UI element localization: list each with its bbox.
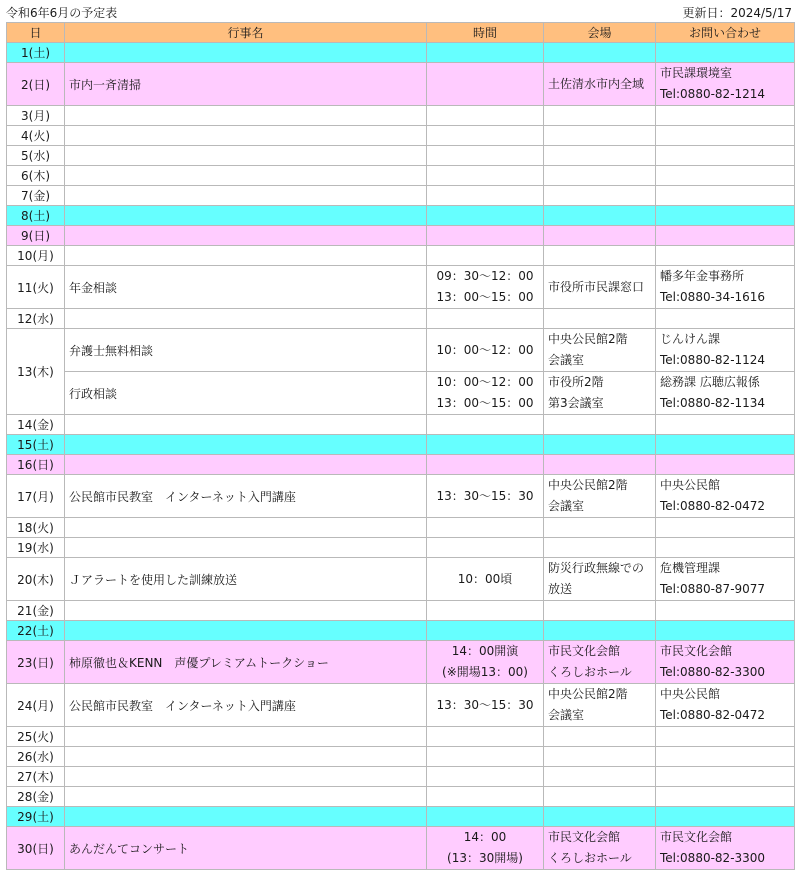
table-row	[7, 435, 795, 455]
contact-cell	[656, 415, 795, 435]
event-cell	[65, 435, 427, 455]
table-row	[7, 827, 795, 870]
event-cell	[65, 727, 427, 747]
event-cell	[65, 518, 427, 538]
event-cell	[65, 601, 427, 621]
contact-cell-line: 危機管理課	[660, 561, 721, 575]
time-cell	[427, 246, 544, 266]
time-cell	[427, 601, 544, 621]
table-row	[7, 226, 795, 246]
day-cell: 4(火)	[7, 126, 65, 146]
contact-cell	[656, 621, 795, 641]
contact-cell	[656, 807, 795, 827]
contact-cell	[656, 684, 795, 727]
venue-cell-line: 会議室	[548, 708, 585, 722]
contact-cell	[656, 538, 795, 558]
table-row	[7, 63, 795, 106]
venue-cell-line: 市民文化会館	[548, 644, 621, 658]
venue-cell	[544, 475, 656, 518]
column-header-time: 時間	[427, 23, 544, 43]
contact-cell	[656, 435, 795, 455]
day-cell: 25(火)	[7, 727, 65, 747]
event-cell: 行政相談	[65, 372, 427, 415]
table-row	[7, 807, 795, 827]
event-cell	[65, 146, 427, 166]
contact-cell	[656, 166, 795, 186]
table-row	[7, 372, 795, 415]
venue-cell-line: 防災行政無線での	[548, 561, 645, 575]
venue-cell	[544, 226, 656, 246]
event-cell: Ｊアラートを使用した訓練放送	[65, 558, 427, 601]
day-cell: 26(水)	[7, 747, 65, 767]
event-cell	[65, 106, 427, 126]
day-cell: 9(日)	[7, 226, 65, 246]
time-cell	[427, 807, 544, 827]
contact-cell-line: Tel:0880-82-3300	[660, 851, 766, 865]
time-cell	[427, 166, 544, 186]
event-cell	[65, 186, 427, 206]
event-cell	[65, 415, 427, 435]
column-header-day: 日	[7, 23, 65, 43]
event-cell	[65, 43, 427, 63]
venue-cell	[544, 63, 656, 106]
schedule-table	[6, 22, 795, 870]
venue-cell	[544, 601, 656, 621]
header-row	[7, 23, 795, 43]
contact-cell	[656, 246, 795, 266]
venue-cell-line: くろしおホール	[548, 665, 632, 679]
event-cell	[65, 309, 427, 329]
contact-cell	[656, 186, 795, 206]
table-row	[7, 747, 795, 767]
venue-cell	[544, 727, 656, 747]
event-cell: 市内一斉清掃	[65, 63, 427, 106]
venue-cell-line: 市役所2階	[548, 375, 604, 389]
event-cell: あんだんてコンサート	[65, 827, 427, 870]
day-cell: 14(金)	[7, 415, 65, 435]
contact-cell	[656, 455, 795, 475]
venue-cell	[544, 126, 656, 146]
time-cell	[427, 63, 544, 106]
time-cell	[427, 146, 544, 166]
contact-cell	[656, 226, 795, 246]
table-row	[7, 601, 795, 621]
contact-cell	[656, 126, 795, 146]
table-row	[7, 641, 795, 684]
table-row	[7, 415, 795, 435]
event-cell	[65, 807, 427, 827]
contact-cell	[656, 641, 795, 684]
page-title: 令和6年6月の予定表	[6, 6, 118, 20]
event-cell	[65, 787, 427, 807]
venue-cell	[544, 309, 656, 329]
venue-cell	[544, 621, 656, 641]
contact-cell	[656, 329, 795, 372]
event-cell	[65, 226, 427, 246]
time-cell	[427, 372, 544, 415]
contact-cell-line: Tel:0880-82-0472	[660, 708, 766, 722]
contact-cell	[656, 43, 795, 63]
event-cell: 弁護士無料相談	[65, 329, 427, 372]
venue-cell	[544, 767, 656, 787]
time-cell	[427, 435, 544, 455]
contact-cell-line: Tel:0880-82-1214	[660, 87, 766, 101]
day-cell: 8(土)	[7, 206, 65, 226]
day-cell: 18(火)	[7, 518, 65, 538]
venue-cell-line: くろしおホール	[548, 851, 632, 865]
event-cell	[65, 206, 427, 226]
contact-cell-line: 中央公民館	[660, 687, 721, 701]
venue-cell	[544, 558, 656, 601]
table-row	[7, 727, 795, 747]
contact-cell	[656, 518, 795, 538]
venue-cell	[544, 684, 656, 727]
event-cell: 年金相談	[65, 266, 427, 309]
time-cell	[427, 309, 544, 329]
venue-cell-line: 市役所市民課窓口	[548, 279, 645, 294]
table-row	[7, 329, 795, 372]
contact-cell	[656, 747, 795, 767]
venue-cell-line: 第3会議室	[548, 396, 604, 410]
time-cell-line: 13：00〜15：00	[436, 290, 534, 304]
venue-cell	[544, 166, 656, 186]
table-row	[7, 166, 795, 186]
table-row	[7, 787, 795, 807]
venue-cell-line: 中央公民館2階	[548, 478, 628, 492]
time-cell-line: 10：00頃	[457, 571, 513, 586]
contact-cell	[656, 206, 795, 226]
venue-cell-line: 土佐清水市内全域	[548, 76, 645, 91]
table-row	[7, 43, 795, 63]
venue-cell	[544, 807, 656, 827]
contact-cell	[656, 63, 795, 106]
time-cell	[427, 106, 544, 126]
venue-cell-line: 中央公民館2階	[548, 332, 628, 346]
contact-cell-line: 総務課 広聴広報係	[660, 375, 760, 389]
table-row	[7, 309, 795, 329]
venue-cell	[544, 538, 656, 558]
time-cell-line: 13：30〜15：30	[436, 488, 534, 503]
table-row	[7, 684, 795, 727]
table-row	[7, 767, 795, 787]
time-cell	[427, 767, 544, 787]
venue-cell	[544, 435, 656, 455]
venue-cell	[544, 641, 656, 684]
event-cell: 公民館市民教室 インターネット入門講座	[65, 475, 427, 518]
day-cell: 2(日)	[7, 63, 65, 106]
column-header-venue: 会場	[544, 23, 656, 43]
venue-cell-line: 会議室	[548, 499, 585, 513]
venue-cell	[544, 455, 656, 475]
event-cell	[65, 126, 427, 146]
time-cell	[427, 186, 544, 206]
time-cell	[427, 206, 544, 226]
time-cell	[427, 621, 544, 641]
day-cell: 6(木)	[7, 166, 65, 186]
event-cell	[65, 538, 427, 558]
table-row	[7, 538, 795, 558]
contact-cell	[656, 106, 795, 126]
table-row	[7, 455, 795, 475]
venue-cell	[544, 415, 656, 435]
contact-cell	[656, 787, 795, 807]
time-cell-line: (※開場13：00)	[442, 665, 528, 679]
venue-cell	[544, 787, 656, 807]
time-cell-line: 13：30〜15：30	[436, 697, 534, 712]
time-cell	[427, 518, 544, 538]
day-cell: 22(土)	[7, 621, 65, 641]
time-cell-line: 09：30〜12：00	[436, 269, 534, 283]
venue-cell	[544, 186, 656, 206]
venue-cell-line: 市民文化会館	[548, 830, 621, 844]
contact-cell-line: 市民文化会館	[660, 644, 733, 658]
table-row	[7, 126, 795, 146]
day-cell: 28(金)	[7, 787, 65, 807]
table-row	[7, 206, 795, 226]
venue-cell	[544, 518, 656, 538]
venue-cell	[544, 106, 656, 126]
venue-cell-line: 放送	[548, 582, 573, 596]
contact-cell-line: 市民文化会館	[660, 830, 733, 844]
contact-cell-line: 幡多年金事務所	[660, 269, 745, 283]
event-cell	[65, 455, 427, 475]
event-cell	[65, 747, 427, 767]
table-row	[7, 246, 795, 266]
contact-cell-line: Tel:0880-82-3300	[660, 665, 766, 679]
venue-cell	[544, 372, 656, 415]
venue-cell	[544, 827, 656, 870]
contact-cell-line: Tel:0880-82-1134	[660, 396, 766, 410]
time-cell	[427, 747, 544, 767]
contact-cell-line: 市民課環境室	[660, 66, 733, 80]
table-row	[7, 475, 795, 518]
updated-date: 更新日：2024/5/17	[682, 6, 792, 20]
contact-cell-line: Tel:0880-82-0472	[660, 499, 766, 513]
day-cell: 30(日)	[7, 827, 65, 870]
event-cell: 公民館市民教室 インターネット入門講座	[65, 684, 427, 727]
table-row	[7, 146, 795, 166]
day-cell: 11(火)	[7, 266, 65, 309]
column-header-event: 行事名	[65, 23, 427, 43]
day-cell: 7(金)	[7, 186, 65, 206]
venue-cell-line: 中央公民館2階	[548, 687, 628, 701]
time-cell-line: (13：30開場)	[447, 851, 523, 865]
day-cell: 10(月)	[7, 246, 65, 266]
contact-cell-line: Tel:0880-87-9077	[660, 582, 766, 596]
venue-cell	[544, 146, 656, 166]
time-cell	[427, 558, 544, 601]
venue-cell-line: 会議室	[548, 353, 585, 367]
time-cell	[427, 266, 544, 309]
contact-cell-line: Tel:0880-34-1616	[660, 290, 766, 304]
contact-cell	[656, 827, 795, 870]
venue-cell	[544, 246, 656, 266]
day-cell: 27(木)	[7, 767, 65, 787]
event-cell: 柿原徹也＆KENN 声優プレミアムトークショー	[65, 641, 427, 684]
time-cell	[427, 455, 544, 475]
time-cell	[427, 126, 544, 146]
day-cell: 20(木)	[7, 558, 65, 601]
table-row	[7, 266, 795, 309]
event-cell	[65, 166, 427, 186]
time-cell	[427, 538, 544, 558]
venue-cell	[544, 206, 656, 226]
contact-cell	[656, 309, 795, 329]
event-cell	[65, 767, 427, 787]
time-cell	[427, 226, 544, 246]
time-cell	[427, 684, 544, 727]
day-cell: 12(水)	[7, 309, 65, 329]
venue-cell	[544, 43, 656, 63]
contact-cell	[656, 372, 795, 415]
contact-cell	[656, 558, 795, 601]
table-row	[7, 558, 795, 601]
day-cell: 19(水)	[7, 538, 65, 558]
time-cell-line: 14：00開演	[451, 644, 519, 658]
day-cell: 5(水)	[7, 146, 65, 166]
day-cell: 29(土)	[7, 807, 65, 827]
contact-cell	[656, 146, 795, 166]
page-header	[0, 0, 800, 22]
contact-cell-line: じんけん課	[660, 332, 721, 346]
contact-cell-line: Tel:0880-82-1124	[660, 353, 766, 367]
day-cell: 16(日)	[7, 455, 65, 475]
time-cell-line: 14：00	[463, 830, 507, 844]
day-cell: 3(月)	[7, 106, 65, 126]
time-cell	[427, 43, 544, 63]
table-row	[7, 518, 795, 538]
event-cell	[65, 621, 427, 641]
time-cell	[427, 727, 544, 747]
table-row	[7, 621, 795, 641]
venue-cell	[544, 329, 656, 372]
event-cell	[65, 246, 427, 266]
time-cell	[427, 329, 544, 372]
time-cell-line: 10：00〜12：00	[436, 375, 534, 389]
day-cell: 15(土)	[7, 435, 65, 455]
venue-cell	[544, 266, 656, 309]
day-cell: 21(金)	[7, 601, 65, 621]
venue-cell	[544, 747, 656, 767]
contact-cell-line: 中央公民館	[660, 478, 721, 492]
table-row	[7, 106, 795, 126]
column-header-contact: お問い合わせ	[656, 23, 795, 43]
contact-cell	[656, 475, 795, 518]
day-cell: 1(土)	[7, 43, 65, 63]
time-cell	[427, 827, 544, 870]
day-cell: 13(木)	[7, 329, 65, 415]
time-cell	[427, 475, 544, 518]
day-cell: 23(日)	[7, 641, 65, 684]
time-cell-line: 10：00〜12：00	[436, 342, 534, 357]
day-cell: 17(月)	[7, 475, 65, 518]
time-cell	[427, 787, 544, 807]
day-cell: 24(月)	[7, 684, 65, 727]
time-cell	[427, 415, 544, 435]
contact-cell	[656, 601, 795, 621]
contact-cell	[656, 266, 795, 309]
table-row	[7, 186, 795, 206]
time-cell-line: 13：00〜15：00	[436, 396, 534, 410]
contact-cell	[656, 767, 795, 787]
contact-cell	[656, 727, 795, 747]
time-cell	[427, 641, 544, 684]
